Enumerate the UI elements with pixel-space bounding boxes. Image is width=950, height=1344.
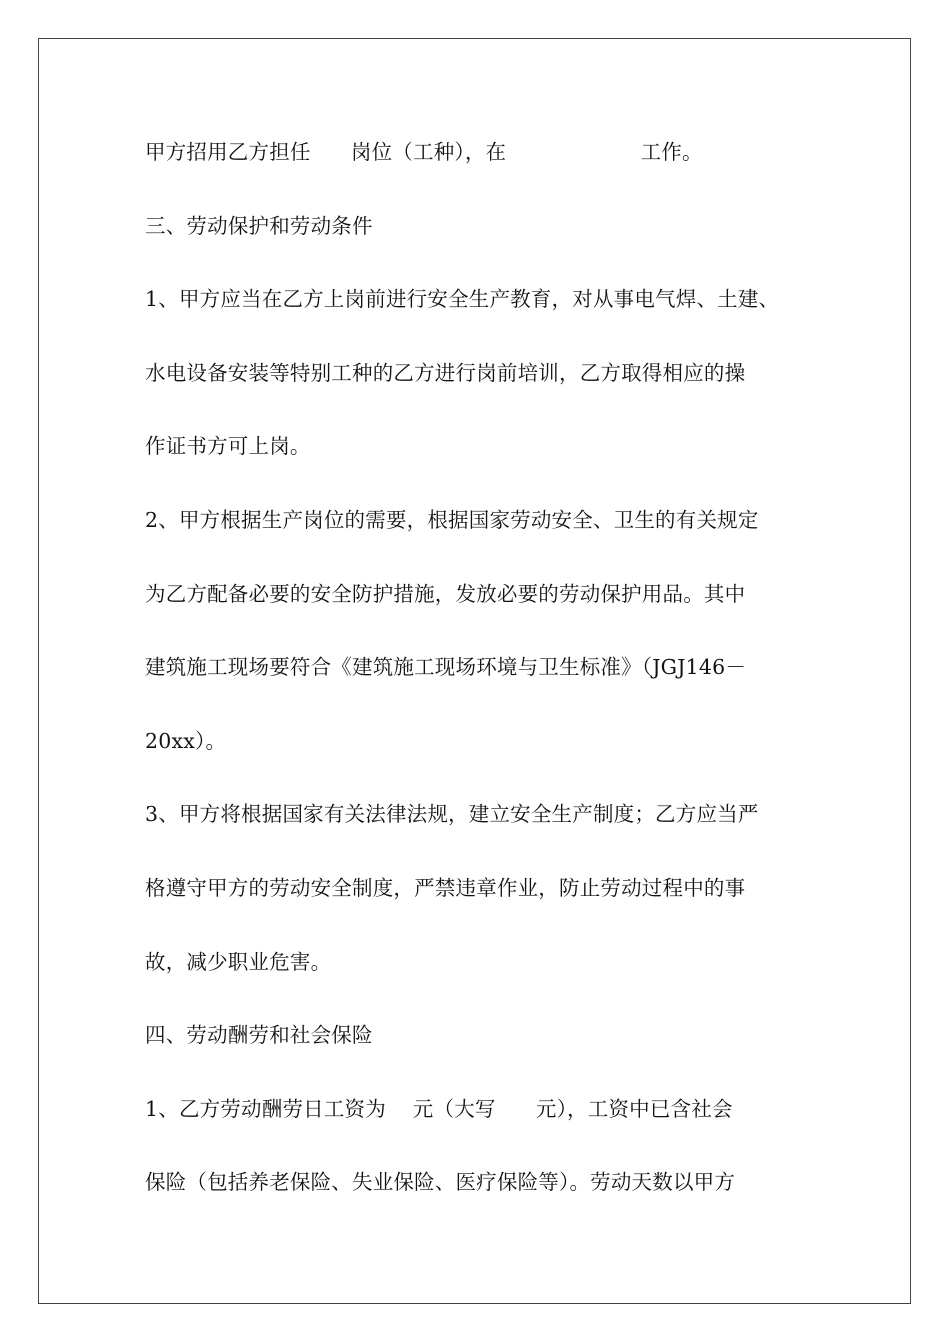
paragraph-line: 作证书方可上岗。 (145, 434, 311, 459)
paragraph-line: 保险（包括养老保险、失业保险、医疗保险等）。劳动天数以甲方 (145, 1170, 736, 1195)
paragraph-line: 故，减少职业危害。 (145, 949, 332, 974)
paragraph-line: 甲方招用乙方担任 岗位（工种），在 工作。 (145, 140, 703, 164)
paragraph-line: 1、乙方劳动酬劳日工资为 元（大写 元），工资中已含社会 (145, 1096, 733, 1121)
section-heading: 四、劳动酬劳和社会保险 (145, 1023, 373, 1048)
paragraph-line: 格遵守甲方的劳动安全制度，严禁违章作业，防止劳动过程中的事 (145, 875, 746, 900)
paragraph-line: 水电设备安装等特别工种的乙方进行岗前培训，乙方取得相应的操 (145, 360, 746, 385)
paragraph-line: 1、甲方应当在乙方上岗前进行安全生产教育，对从事电气焊、土建、 (145, 287, 780, 312)
paragraph-line: 2、甲方根据生产岗位的需要，根据国家劳动安全、卫生的有关规定 (145, 507, 759, 532)
paragraph-line: 20xx）。 (145, 728, 227, 753)
paragraph-line: 建筑施工现场要符合《建筑施工现场环境与卫生标准》（JGJ146－ (145, 655, 747, 680)
paragraph-line: 为乙方配备必要的安全防护措施，发放必要的劳动保护用品。其中 (145, 581, 746, 606)
section-heading: 三、劳动保护和劳动条件 (145, 213, 373, 238)
document-body (145, 134, 845, 1238)
paragraph-line: 3、甲方将根据国家有关法律法规，建立安全生产制度；乙方应当严 (145, 802, 759, 827)
